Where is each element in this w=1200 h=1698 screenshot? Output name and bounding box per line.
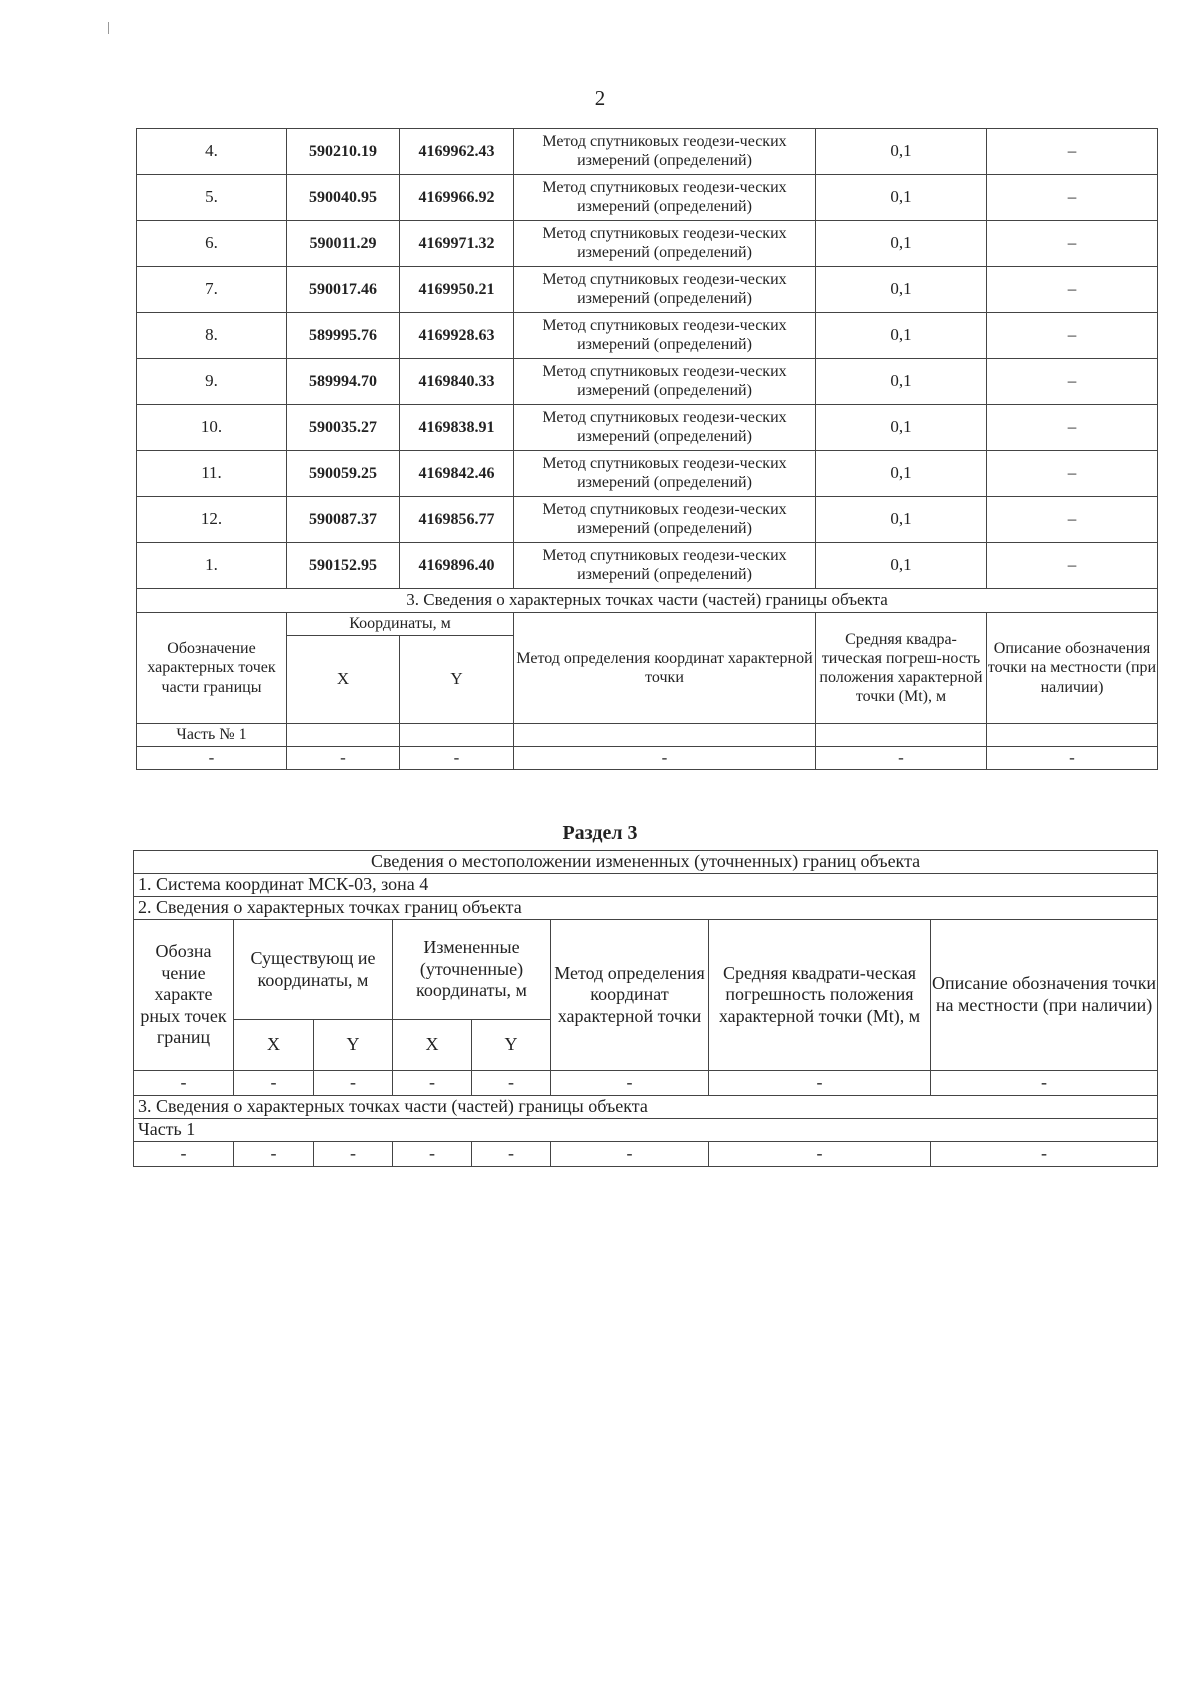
empty-cell: -: [931, 1142, 1158, 1167]
y-coordinate: 4169842.46: [400, 451, 514, 497]
method-cell: Метод спутниковых геодези-ческих измерений (определений): [514, 359, 816, 405]
table-row: [137, 497, 1158, 543]
scan-edge-mark: [108, 22, 109, 34]
empty-cell: -: [393, 1142, 472, 1167]
method-cell: Метод спутниковых геодези-ческих измерений (определений): [514, 405, 816, 451]
x-coordinate: 590040.95: [287, 175, 400, 221]
header-x-changed: X: [393, 1020, 472, 1071]
x-coordinate: 590035.27: [287, 405, 400, 451]
header-description: Описание обозначения точки на местности (при наличии): [987, 613, 1158, 724]
header-mean-square-error: Средняя квадрати-ческая погрешность положения характерной точки (Mt), м: [709, 920, 931, 1071]
empty-cell: -: [287, 747, 400, 770]
method-cell: Метод спутниковых геодези-ческих измерений (определений): [514, 175, 816, 221]
page-number: 2: [594, 86, 606, 110]
empty-cell: -: [709, 1071, 931, 1096]
mean-square-error: 0,1: [816, 359, 987, 405]
y-coordinate: 4169950.21: [400, 267, 514, 313]
empty-cell: -: [134, 1142, 234, 1167]
header-mean-square-error: Средняя квадра-тическая погреш-ность положения характерной точки (Mt), м: [816, 613, 987, 724]
header-x: X: [287, 636, 400, 724]
point-number: 9.: [137, 359, 287, 405]
empty-points-row: [134, 1071, 1158, 1096]
empty-cell: -: [551, 1071, 709, 1096]
header-description: Описание обозначения точки на местности (при наличии): [931, 920, 1158, 1071]
point-description: –: [987, 129, 1158, 175]
table-row: [137, 129, 1158, 175]
empty-cell: -: [987, 747, 1158, 770]
point-description: –: [987, 313, 1158, 359]
table-row: [137, 451, 1158, 497]
header-method: Метод определения координат характерной точки: [551, 920, 709, 1071]
mean-square-error: 0,1: [816, 221, 987, 267]
empty-part-row: [137, 747, 1158, 770]
point-description: –: [987, 175, 1158, 221]
method-cell: Метод спутниковых геодези-ческих измерений (определений): [514, 129, 816, 175]
empty-cell: -: [400, 747, 514, 770]
point-number: 8.: [137, 313, 287, 359]
empty-cell: -: [234, 1071, 314, 1096]
header-point-designation: Обозна чение характе рных точек границ: [134, 920, 234, 1071]
point-number: 4.: [137, 129, 287, 175]
header-y-changed: Y: [472, 1020, 551, 1071]
point-description: –: [987, 451, 1158, 497]
x-coordinate: 590059.25: [287, 451, 400, 497]
point-description: –: [987, 497, 1158, 543]
y-coordinate: 4169962.43: [400, 129, 514, 175]
point-description: –: [987, 359, 1158, 405]
header-x-existing: X: [234, 1020, 314, 1071]
point-description: –: [987, 405, 1158, 451]
header-coordinates: Координаты, м: [287, 613, 514, 636]
method-cell: Метод спутниковых геодези-ческих измерений (определений): [514, 313, 816, 359]
method-cell: Метод спутниковых геодези-ческих измерений (определений): [514, 451, 816, 497]
x-coordinate: 590017.46: [287, 267, 400, 313]
table-row: [137, 359, 1158, 405]
empty-cell: -: [393, 1071, 472, 1096]
mean-square-error: 0,1: [816, 543, 987, 589]
point-description: –: [987, 267, 1158, 313]
coordinates-table-body: [137, 129, 1158, 589]
header-method: Метод определения координат характерной точки: [514, 613, 816, 724]
empty-cell: -: [314, 1142, 393, 1167]
y-coordinate: 4169966.92: [400, 175, 514, 221]
y-coordinate: 4169928.63: [400, 313, 514, 359]
header-existing-coordinates: Существующ ие координаты, м: [234, 920, 393, 1020]
point-number: 12.: [137, 497, 287, 543]
table-row: [137, 221, 1158, 267]
x-coordinate: 590011.29: [287, 221, 400, 267]
y-coordinate: 4169838.91: [400, 405, 514, 451]
empty-cell: -: [931, 1071, 1158, 1096]
y-coordinate: 4169896.40: [400, 543, 514, 589]
y-coordinate: 4169840.33: [400, 359, 514, 405]
coordinate-system: 1. Система координат МСК-03, зона 4: [134, 874, 1158, 897]
point-number: 7.: [137, 267, 287, 313]
coordinates-table: [136, 128, 1158, 770]
method-cell: Метод спутниковых геодези-ческих измерений (определений): [514, 267, 816, 313]
point-number: 1.: [137, 543, 287, 589]
empty-cell: -: [514, 747, 816, 770]
point-number: 6.: [137, 221, 287, 267]
table-row: [137, 175, 1158, 221]
parts-section: [137, 589, 1158, 770]
x-coordinate: 589995.76: [287, 313, 400, 359]
parts-section-title: 3. Сведения о характерных точках части (частей) границы объекта: [134, 1096, 1158, 1119]
empty-cell: -: [551, 1142, 709, 1167]
mean-square-error: 0,1: [816, 175, 987, 221]
points-section-title: 2. Сведения о характерных точках границ объекта: [134, 897, 1158, 920]
header-y: Y: [400, 636, 514, 724]
part-label: Часть № 1: [137, 724, 287, 747]
table-row: [137, 405, 1158, 451]
x-coordinate: 590152.95: [287, 543, 400, 589]
y-coordinate: 4169971.32: [400, 221, 514, 267]
mean-square-error: 0,1: [816, 129, 987, 175]
table-row: [137, 313, 1158, 359]
empty-cell: -: [314, 1071, 393, 1096]
header-changed-coordinates: Измененные (уточненные) координаты, м: [393, 920, 551, 1020]
part-label: Часть 1: [134, 1119, 1158, 1142]
method-cell: Метод спутниковых геодези-ческих измерений (определений): [514, 497, 816, 543]
point-description: –: [987, 543, 1158, 589]
point-number: 5.: [137, 175, 287, 221]
mean-square-error: 0,1: [816, 267, 987, 313]
point-number: 10.: [137, 405, 287, 451]
mean-square-error: 0,1: [816, 405, 987, 451]
empty-cell: -: [472, 1142, 551, 1167]
changed-boundaries-table: [133, 850, 1158, 1167]
method-cell: Метод спутниковых геодези-ческих измерений (определений): [514, 221, 816, 267]
header-point-designation: Обозначение характерных точек части границы: [137, 613, 287, 724]
empty-cell: -: [709, 1142, 931, 1167]
empty-cell: -: [137, 747, 287, 770]
mean-square-error: 0,1: [816, 313, 987, 359]
method-cell: Метод спутниковых геодези-ческих измерений (определений): [514, 543, 816, 589]
empty-cell: -: [816, 747, 987, 770]
table-row: [137, 543, 1158, 589]
empty-part-row: [134, 1142, 1158, 1167]
point-number: 11.: [137, 451, 287, 497]
x-coordinate: 590087.37: [287, 497, 400, 543]
parts-section-title: 3. Сведения о характерных точках части (частей) границы объекта: [137, 589, 1158, 613]
y-coordinate: 4169856.77: [400, 497, 514, 543]
empty-cell: -: [234, 1142, 314, 1167]
section-heading: Раздел 3: [562, 822, 638, 844]
mean-square-error: 0,1: [816, 451, 987, 497]
header-y-existing: Y: [314, 1020, 393, 1071]
empty-cell: -: [472, 1071, 551, 1096]
point-description: –: [987, 221, 1158, 267]
mean-square-error: 0,1: [816, 497, 987, 543]
x-coordinate: 590210.19: [287, 129, 400, 175]
empty-cell: -: [134, 1071, 234, 1096]
x-coordinate: 589994.70: [287, 359, 400, 405]
table2-title: Сведения о местоположении измененных (уточненных) границ объекта: [134, 851, 1158, 874]
table-row: [137, 267, 1158, 313]
